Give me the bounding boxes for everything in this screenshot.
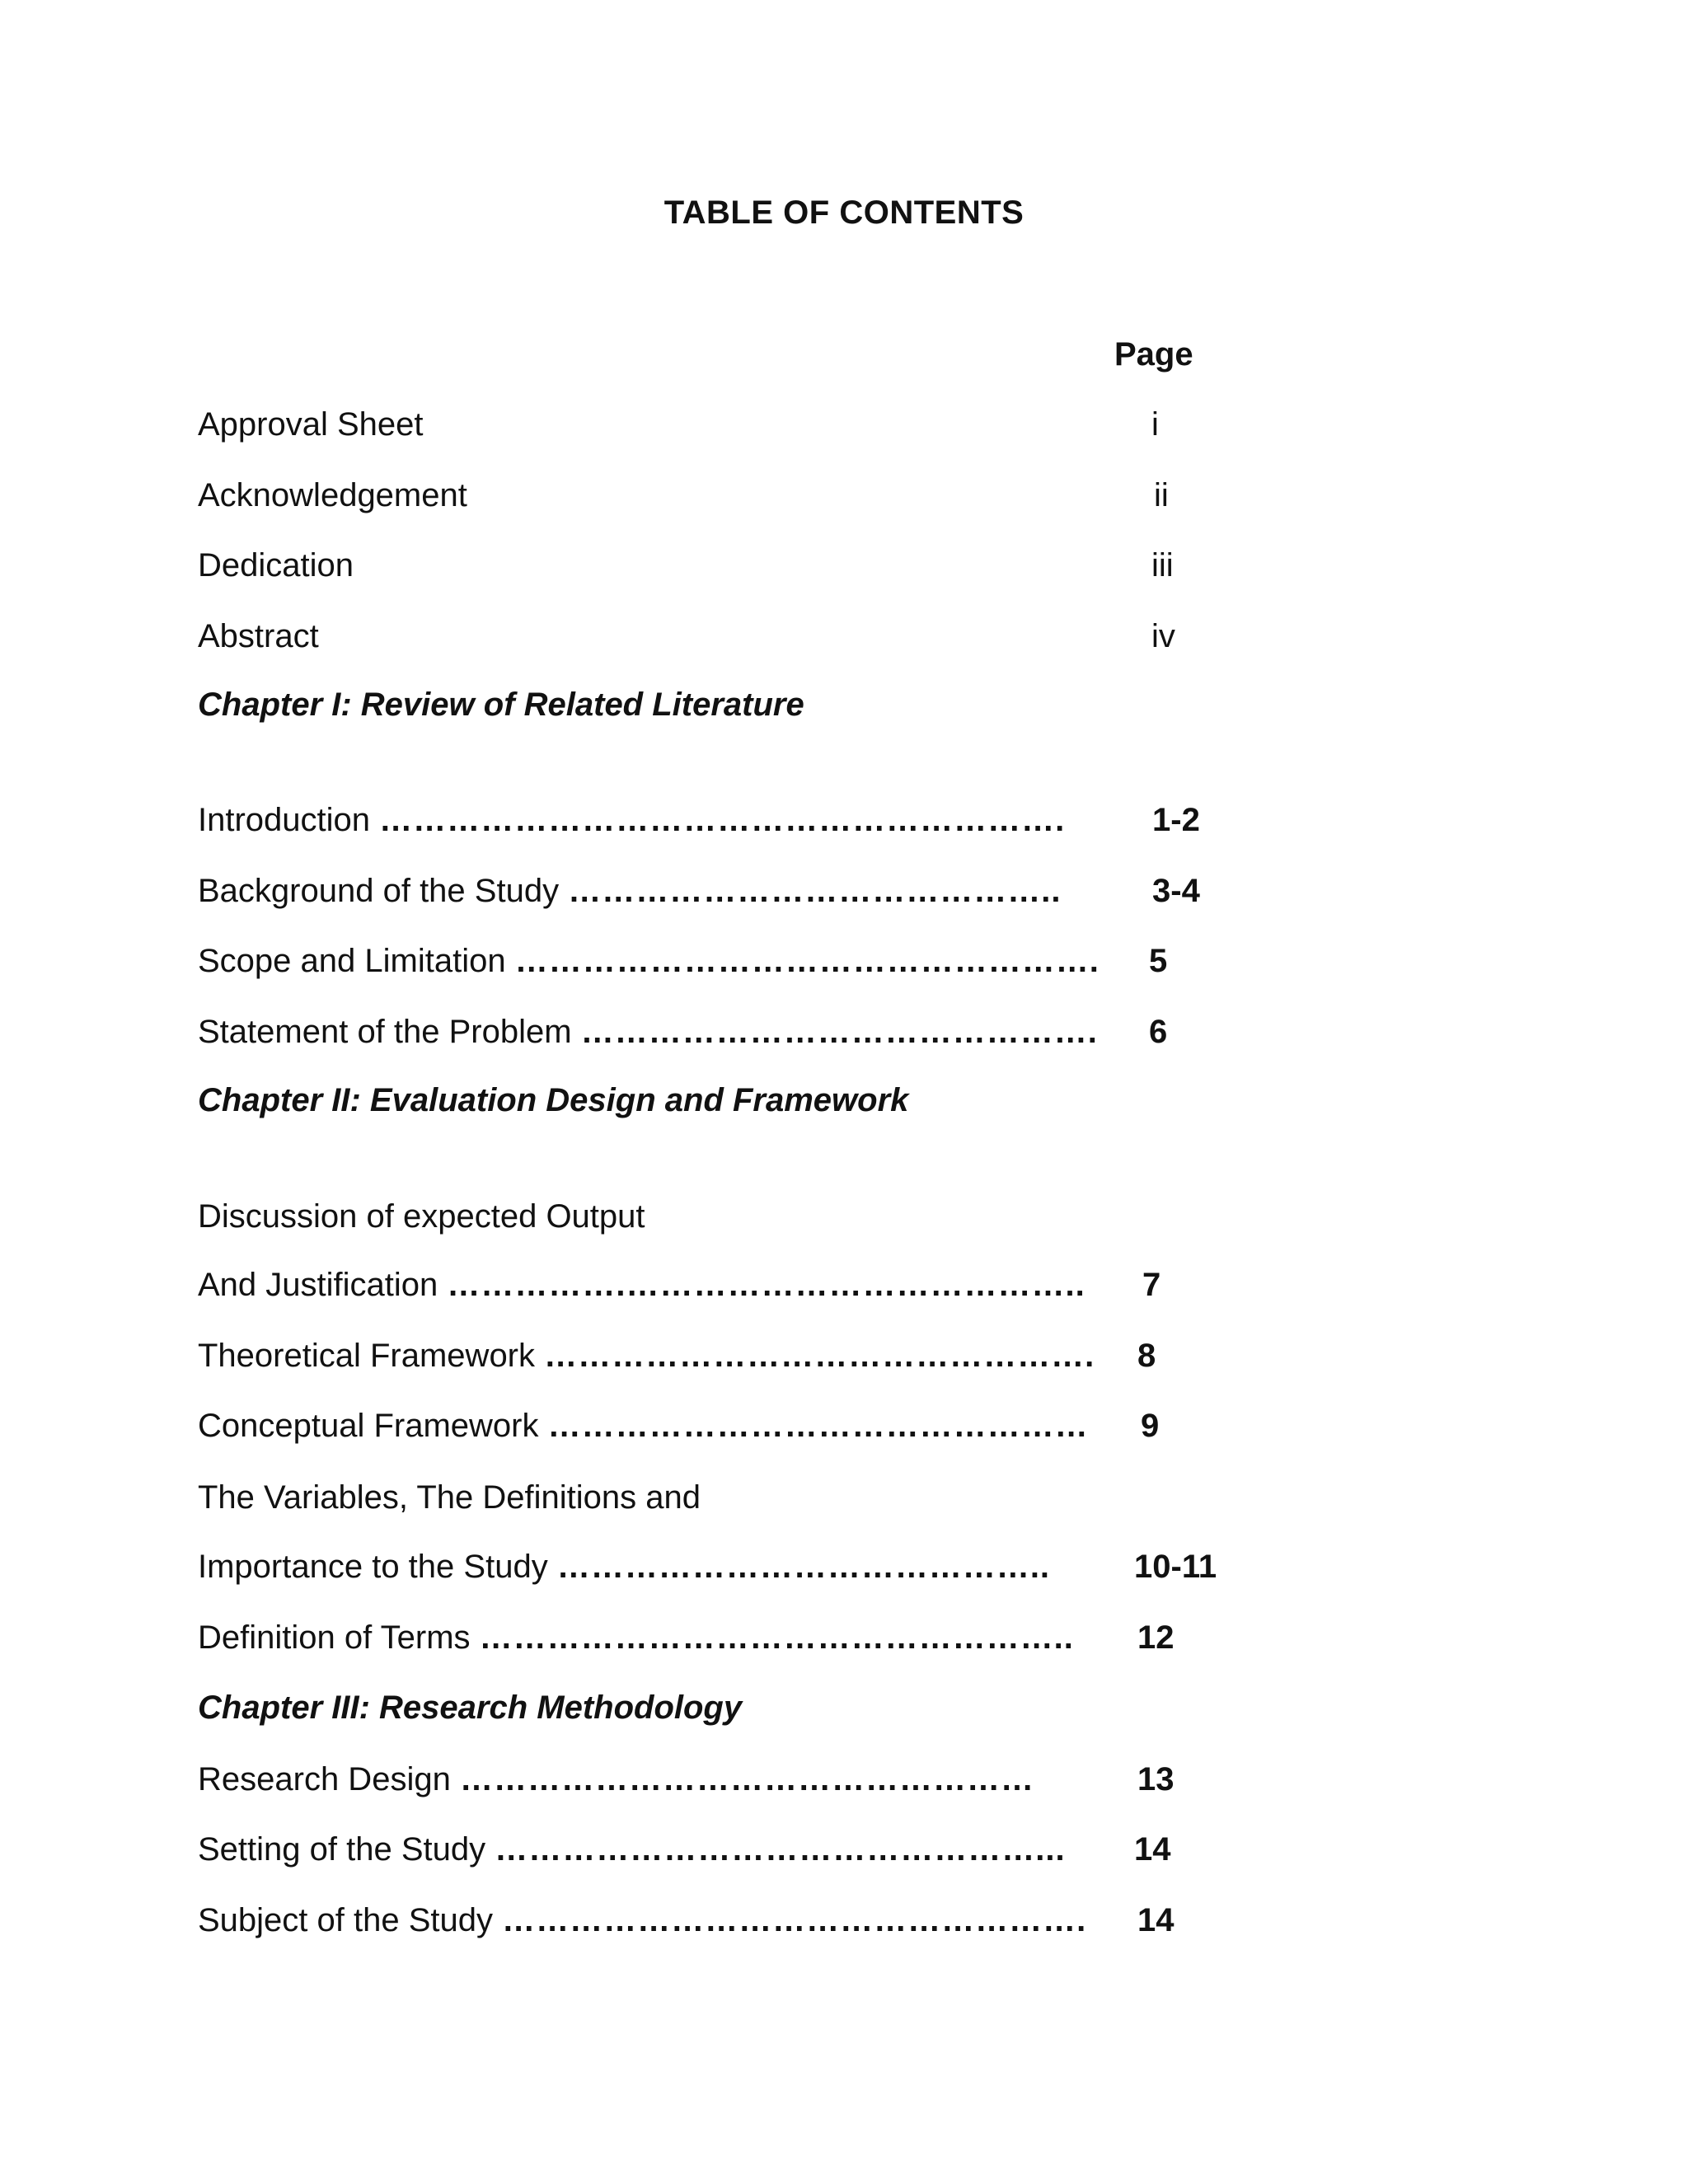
entry-label: Scope and Limitation (198, 943, 506, 979)
leader-dots: …………………………………………... (495, 1831, 1066, 1868)
leader-dots: ………………………………………. (580, 1014, 1098, 1050)
toc-entry-approval-sheet: Approval Sheet (198, 406, 424, 443)
entry-label: Subject of the Study (198, 1902, 494, 1938)
leader-dots: …………………………………….. (556, 1549, 1051, 1585)
toc-entry-introduction (198, 799, 1065, 841)
toc-entry-conceptual (198, 1405, 1089, 1446)
toc-page-definition-of-terms: 12 (1137, 1619, 1175, 1656)
toc-page-subject: 14 (1137, 1902, 1175, 1938)
chapter-heading-2: Chapter II: Evaluation Design and Framework (198, 1082, 909, 1118)
toc-page-theoretical: 8 (1137, 1338, 1156, 1374)
toc-entry-research-design (198, 1759, 1034, 1800)
entry-label: Conceptual Framework (198, 1408, 539, 1444)
toc-entry-dedication: Dedication (198, 547, 354, 583)
leader-dots: …………………………………….. (568, 873, 1062, 909)
toc-page-scope: 5 (1149, 943, 1168, 979)
toc-page-dedication: iii (1151, 547, 1174, 583)
toc-entry-abstract: Abstract (198, 618, 319, 654)
toc-page-introduction: 1-2 (1152, 802, 1200, 838)
toc-entry-subject (198, 1900, 1086, 1941)
leader-dots: …………………………………………….. (479, 1619, 1074, 1656)
entry-label: Definition of Terms (198, 1619, 471, 1656)
toc-entry-setting (198, 1829, 1066, 1870)
entry-label: Setting of the Study (198, 1831, 486, 1868)
toc-title: TABLE OF CONTENTS (663, 194, 1025, 231)
entry-label: And Justification (198, 1267, 438, 1303)
toc-entry-acknowledgement: Acknowledgement (198, 477, 467, 513)
leader-dots: …………….………………………………….. (447, 1267, 1085, 1303)
toc-entry-variables-line1: The Variables, The Definitions and (198, 1479, 701, 1516)
toc-entry-statement (198, 1011, 1098, 1052)
toc-entry-justification (198, 1264, 1085, 1305)
toc-page-acknowledgement: ii (1154, 477, 1169, 513)
toc-page-justification: 7 (1142, 1267, 1161, 1303)
leader-dots: ………………………………………… (547, 1408, 1089, 1444)
entry-label: Research Design (198, 1761, 451, 1797)
toc-page-background: 3-4 (1152, 873, 1200, 909)
toc-page-importance: 10-11 (1134, 1549, 1217, 1585)
leader-dots: …………………………………………… (459, 1761, 1034, 1797)
toc-entry-definition-of-terms (198, 1617, 1074, 1658)
page-column-header: Page (1114, 336, 1193, 373)
toc-page-statement: 6 (1149, 1014, 1168, 1050)
toc-entry-background (198, 870, 1061, 912)
toc-entry-theoretical (198, 1335, 1095, 1376)
leader-dots: ……………………………………………. (502, 1902, 1087, 1938)
toc-entry-scope (198, 940, 1100, 982)
chapter-heading-3: Chapter III: Research Methodology (198, 1690, 743, 1726)
toc-entry-importance (198, 1546, 1050, 1587)
entry-label: Background of the Study (198, 873, 560, 909)
toc-page-setting: 14 (1134, 1831, 1171, 1868)
chapter-heading-1: Chapter I: Review of Related Literature (198, 687, 804, 723)
toc-page-research-design: 13 (1137, 1761, 1175, 1797)
entry-label: Statement of the Problem (198, 1014, 572, 1050)
entry-label: Importance to the Study (198, 1549, 548, 1585)
leader-dots: ……………………………………………. (514, 943, 1100, 979)
leader-dots: …………………………………………. (544, 1338, 1095, 1374)
entry-label: Introduction (198, 802, 371, 838)
toc-entry-discussion-line1: Discussion of expected Output (198, 1198, 645, 1235)
leader-dots: ……………………………………………………. (379, 802, 1066, 838)
toc-page-conceptual: 9 (1141, 1408, 1160, 1444)
entry-label: Theoretical Framework (198, 1338, 536, 1374)
toc-page-abstract: iv (1151, 618, 1175, 654)
toc-page-approval-sheet: i (1151, 406, 1159, 443)
